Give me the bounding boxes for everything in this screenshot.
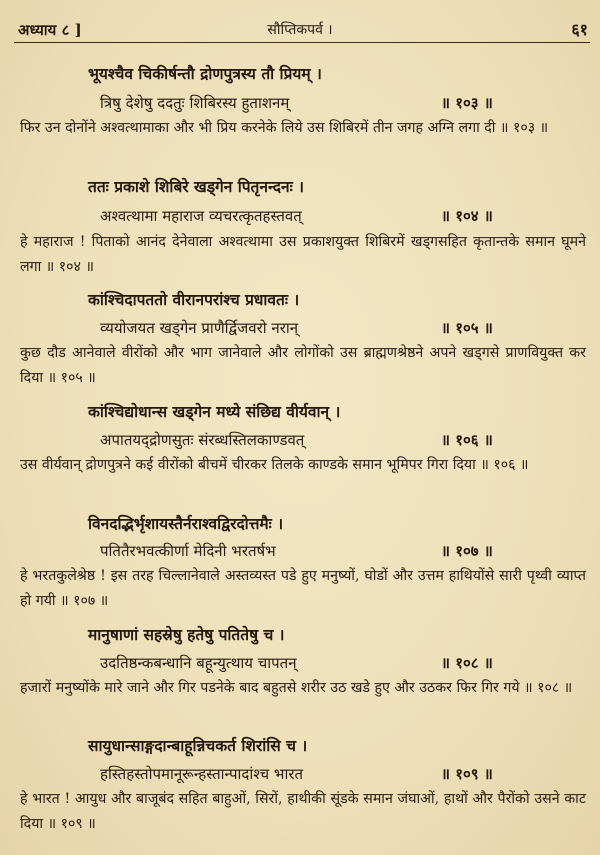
running-title: सौप्तिकपर्व । <box>267 22 333 38</box>
page-number: ६१ <box>571 20 588 39</box>
verse-number: ॥ १०३ ॥ <box>441 94 493 112</box>
verse-number: ॥ १०७ ॥ <box>441 542 493 560</box>
verse-line-2: अपातयद्द्रोणसुतः संरब्धस्तिलकाण्डवत् <box>100 431 305 449</box>
verse-line-2: उदतिष्ठन्कबन्धानि बहून्युत्थाय चापतन् <box>100 654 297 672</box>
header-rule <box>14 42 590 43</box>
verse-line-1: कांश्चिदापततो वीरानपरांश्च प्रधावतः । <box>88 290 300 309</box>
translation: हे महाराज ! पिताको आनंद देनेवाला अश्वत्थामा उस प्रकाशयुक्त शिबिरमें खड्गसहित कृतान्तके समान घूमने लगा ॥ १०४ ॥ <box>20 234 586 275</box>
translation: हे भारत ! आयुध और बाजूबंद सहित बाहुओं, सिरों, हाथीकी सूंडके समान जंघाओं, हाथों और पैरोंको उसने काट दिया ॥ १०९ ॥ <box>20 791 586 832</box>
verse-line-1: मानुषाणां सहस्रेषु हतेषु पतितेषु च । <box>88 625 285 644</box>
translation: उस वीर्यवान् द्रोणपुत्रने कई वीरोंको बीचमें चीरकर तिलके काण्डके समान भूमिपर गिरा दिया ॥ १०६ ॥ <box>20 457 529 473</box>
verse-number: ॥ १०९ ॥ <box>441 765 493 783</box>
verse-line-1: सायुधान्साङ्गदान्बाहून्निचकर्त शिरांसि च । <box>88 736 308 755</box>
verse-number: ॥ १०८ ॥ <box>441 654 493 672</box>
translation: फिर उन दोनोंने अश्वत्थामाका और भी प्रिय करनेके लिये उस शिबिरमें तीन जगह अग्नि लगा दी ॥ १०३ ॥ <box>20 120 549 136</box>
verse-number: ॥ १०४ ॥ <box>441 207 493 225</box>
page-header <box>0 16 600 44</box>
verse-line-1: भूयश्चैव चिकीर्षन्तौ द्रोणपुत्रस्य तौ प्रियम् । <box>88 64 322 83</box>
verse-number: ॥ १०५ ॥ <box>441 319 493 337</box>
translation: हे भरतकुलेश्रेष्ठ ! इस तरह चिल्लानेवाले अस्तव्यस्त पडे हुए मनुष्यों, घोडों और उत्तम हाथियोंसे सारी पृथ्वी व्याप्त हो गयी ॥ १०७ ॥ <box>20 568 586 609</box>
chapter-label: अध्याय ८ ] <box>18 21 82 39</box>
verse-line-1: विनदद्भिर्भृशायस्तैर्नराश्वद्विरदोत्तमैः । <box>88 514 284 533</box>
verse-line-2: पतितैरभवत्कीर्णा मेदिनी भरतर्षभ <box>100 542 276 560</box>
verse-number: ॥ १०६ ॥ <box>441 431 493 449</box>
verse-line-2: अश्वत्थामा महाराज व्यचरत्कृतहस्तवत् <box>100 207 302 225</box>
verse-line-1: ततः प्रकाशे शिबिरे खड्गेन पितृनन्दनः । <box>88 177 305 196</box>
verse-line-2: हस्तिहस्तोपमानूरून्हस्तान्पादांश्च भारत <box>100 765 304 783</box>
verse-line-2: व्ययोजयत खड्गेन प्राणैर्द्विजवरो नरान् <box>100 319 299 337</box>
translation: कुछ दौड आनेवाले वीरोंको और भाग जानेवाले और लोगोंको उस ब्राह्मणश्रेष्ठने अपने खड्गसे प्राणवियुक्त कर दिया ॥ १०५ ॥ <box>20 345 586 386</box>
verse-line-1: कांश्चिद्योधान्स खड्गेन मध्ये संछिद्य वीर्यवान् । <box>88 402 341 421</box>
verse-line-2: त्रिषु देशेषु ददतुः शिबिरस्य हुताशनम् <box>100 94 290 112</box>
translation: हजारों मनुष्योंके मारे जाने और गिर पडनेके बाद बहुतसे शरीर उठ खडे हुए और उठकर फिर गिर गये ॥ १०८ ॥ <box>20 680 573 696</box>
